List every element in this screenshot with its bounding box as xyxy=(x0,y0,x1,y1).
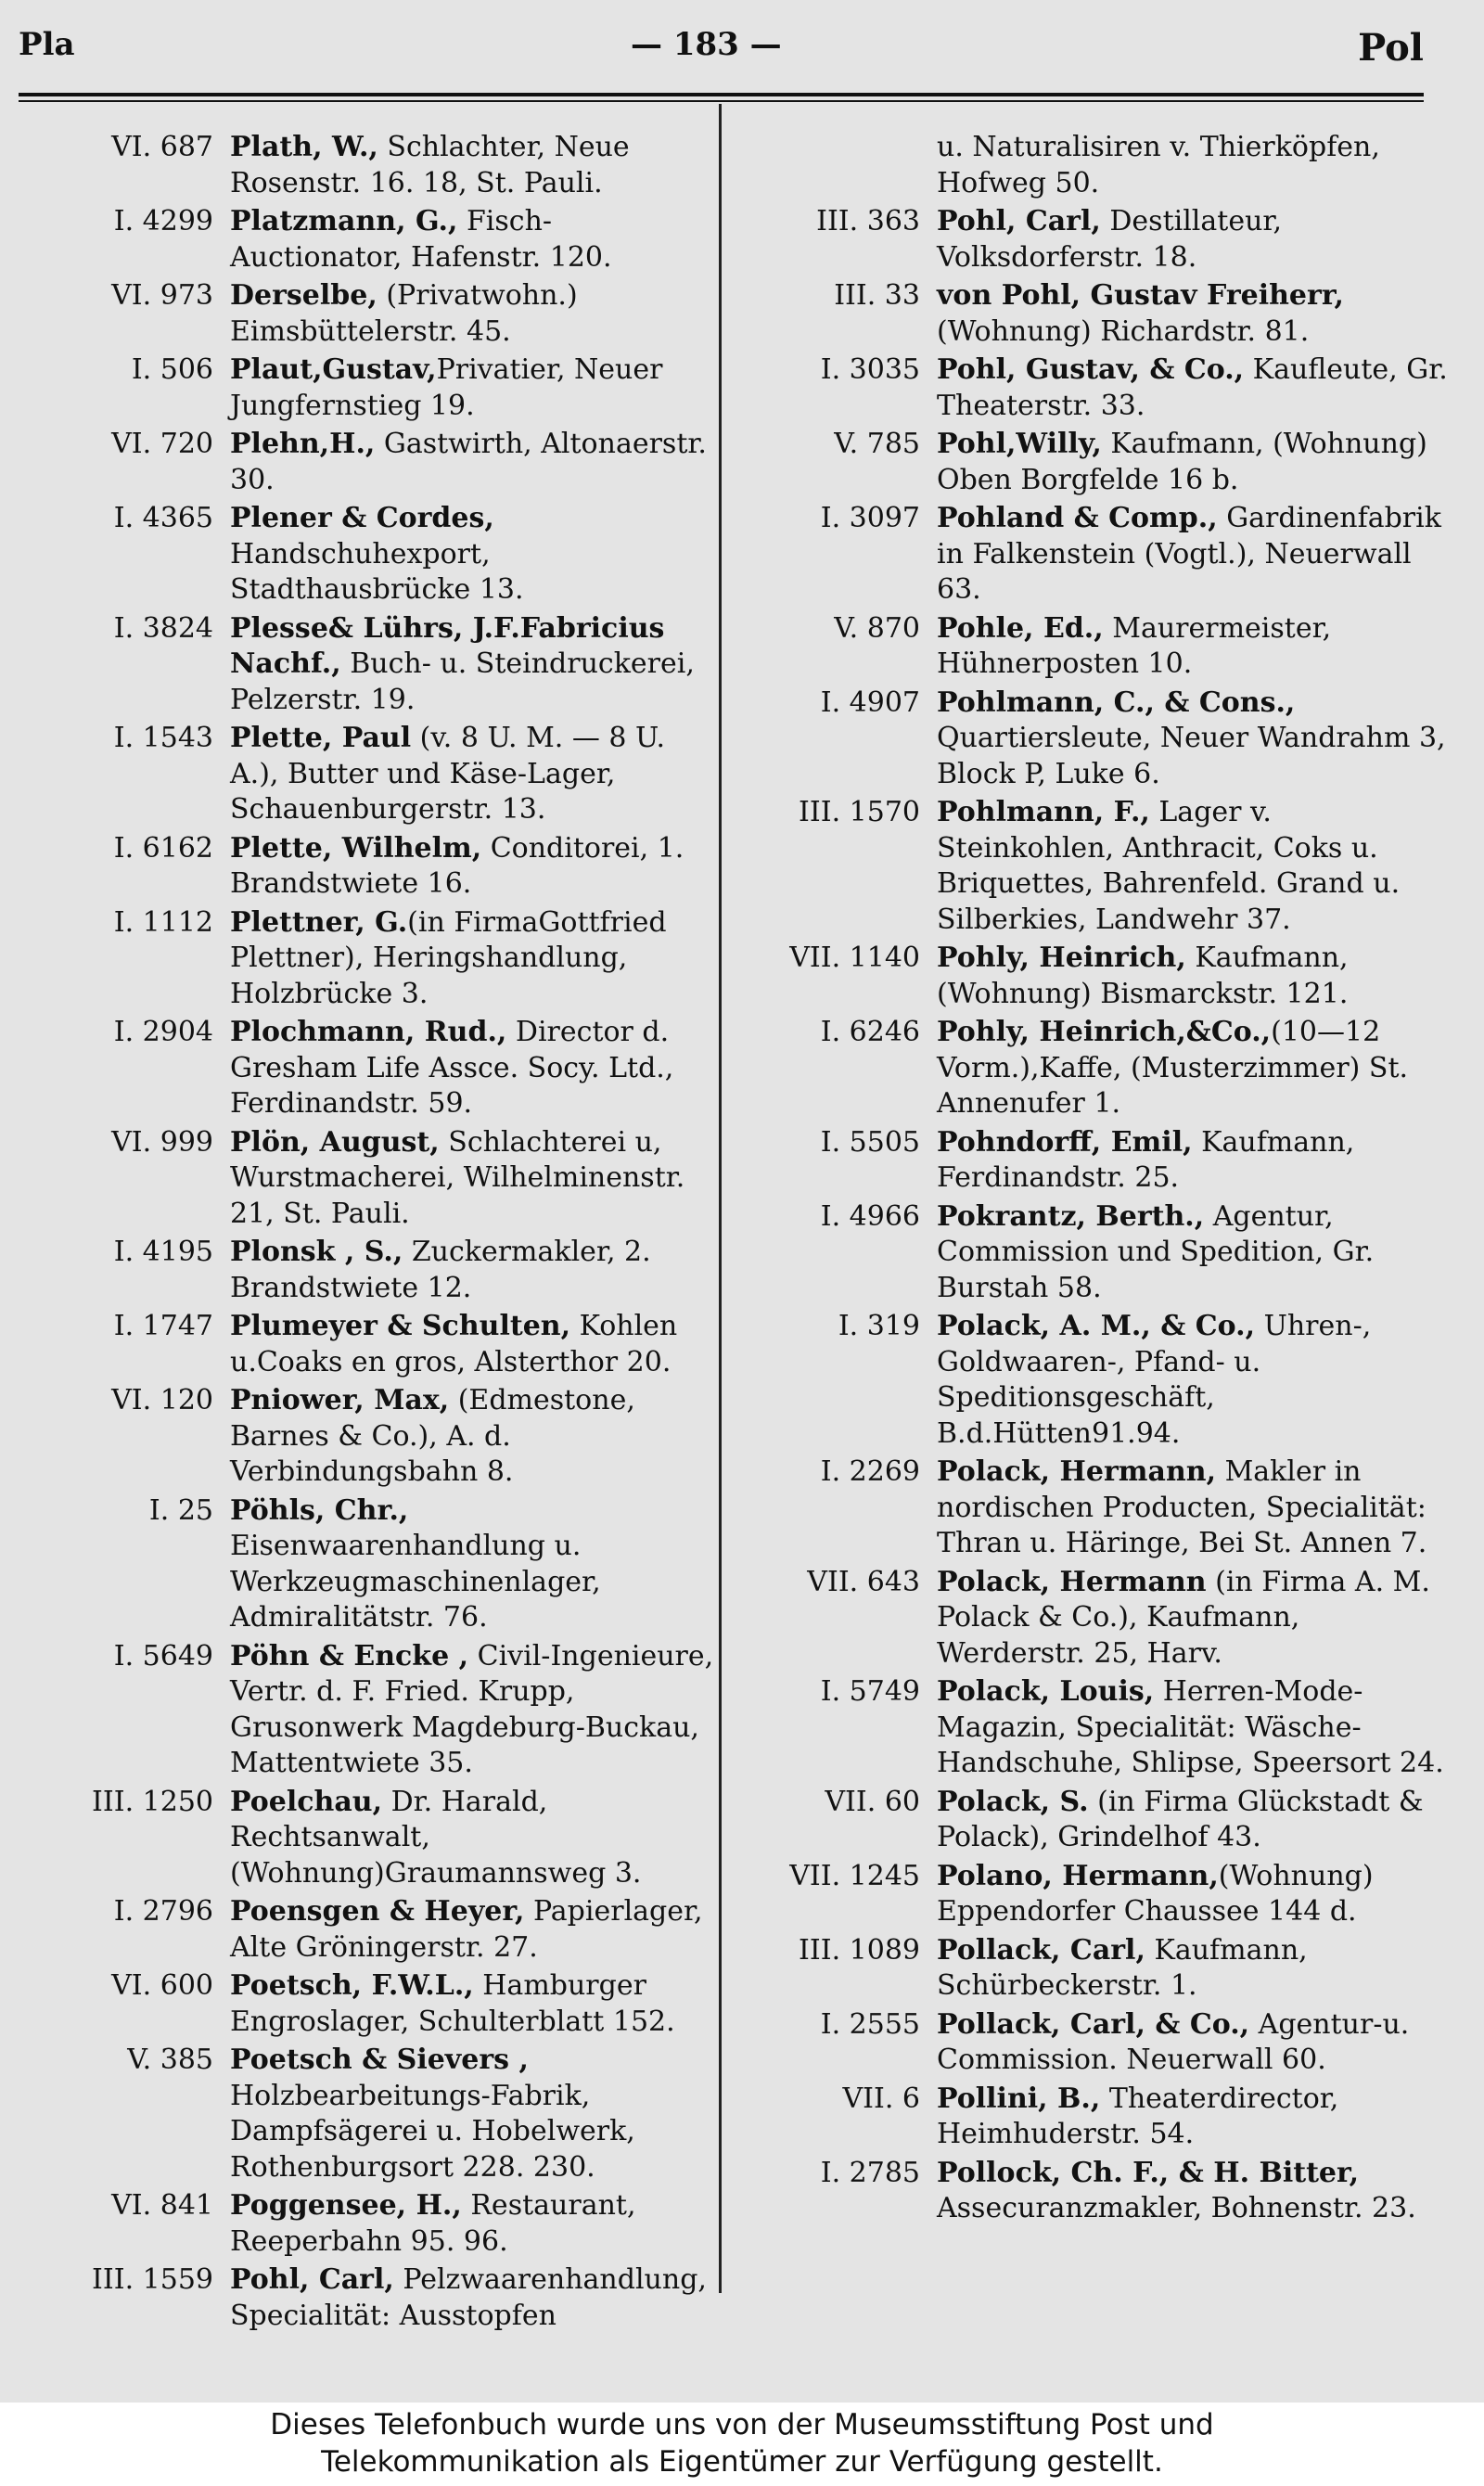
entry-text xyxy=(937,1565,1452,1672)
entry-text xyxy=(937,2082,1452,2153)
entry-text xyxy=(937,686,1452,793)
phone-number: VII. 1245 xyxy=(789,1859,920,1892)
phone-number: I. 506 xyxy=(131,353,213,386)
entry-text xyxy=(230,1125,719,1233)
subscriber-name: Pohly, Heinrich,&Co., xyxy=(937,1016,1272,1048)
page-number: — 183 — xyxy=(631,26,782,63)
entry-text xyxy=(230,2043,719,2185)
footer-notice xyxy=(0,2403,1484,2486)
entry-text xyxy=(230,1383,719,1491)
subscriber-details: Pelzwaarenhandlung, Specialität: Ausstopfen xyxy=(230,2263,707,2332)
subscriber-details: Gardinenfabrik in Falkenstein (Vogtl.), Neuerwall 63. xyxy=(937,502,1441,606)
entry-text xyxy=(937,1015,1452,1122)
subscriber-details: Maurermeister, Hühnerposten 10. xyxy=(937,611,1332,680)
directory-entry xyxy=(19,1235,719,1306)
phone-number: III. 1089 xyxy=(799,1933,920,1967)
phone-number: VI. 973 xyxy=(111,279,213,312)
directory-entry xyxy=(19,1493,719,1636)
directory-entry xyxy=(723,1015,1465,1122)
subscriber-name: Polack, Hermann xyxy=(937,1565,1207,1598)
entry-text xyxy=(937,2007,1452,2079)
subscriber-name: Pohl, Carl, xyxy=(937,205,1101,237)
directory-entry xyxy=(19,130,719,201)
entry-text xyxy=(937,427,1452,498)
directory-entry xyxy=(723,941,1465,1012)
subscriber-name: Plette, Wilhelm, xyxy=(230,831,482,865)
subscriber-name: von Pohl, Gustav Freiherr, xyxy=(937,279,1344,312)
phone-number: VII. 6 xyxy=(842,2082,920,2115)
subscriber-details: Civil-Ingenieure, Vertr. d. F. Fried. Krupp, Grusonwerk Magdeburg-Buckau, Mattentwiete 35. xyxy=(230,1639,714,1779)
subscriber-name: Pohl, Gustav, & Co., xyxy=(937,353,1245,386)
subscriber-details: (Wohnung) Eppendorfer Chaussee 144 d. xyxy=(937,1859,1374,1928)
directory-entry xyxy=(19,278,719,350)
phone-number: V. 870 xyxy=(834,611,920,645)
entry-text xyxy=(230,1493,719,1636)
footer-line-2: Telekommunikation als Eigentümer zur Verfügung gestellt. xyxy=(321,2445,1163,2479)
subscriber-details: Fisch-Auctionator, Hafenstr. 120. xyxy=(230,205,612,274)
directory-entry xyxy=(19,501,719,609)
subscriber-details: Kohlen u.Coaks en gros, Alsterthor 20. xyxy=(230,1310,678,1378)
subscriber-details: (v. 8 U. M. — 8 U. A.), Butter und Käse-Lager, Schauenburgerstr. 13. xyxy=(230,722,666,826)
entry-text xyxy=(937,1785,1452,1856)
entry-text xyxy=(230,204,719,276)
subscriber-details: Director d. Gresham Life Assce. Socy. Ltd., Ferdinandstr. 59. xyxy=(230,1016,674,1120)
subscriber-name: Plochmann, Rud., xyxy=(230,1016,507,1048)
subscriber-details: Kaufmann, (Wohnung) Oben Borgfelde 16 b. xyxy=(937,428,1427,496)
directory-entry xyxy=(19,204,719,276)
phone-number: I. 5505 xyxy=(820,1125,920,1159)
subscriber-details: (in Firma Glückstadt & Polack), Grindelhof 43. xyxy=(937,1785,1424,1853)
phone-number: VII. 1140 xyxy=(789,942,920,974)
entry-text xyxy=(937,204,1452,276)
subscriber-name: Poelchau, xyxy=(230,1785,383,1818)
subscriber-name: Pollock, Ch. F., & H. Bitter, xyxy=(937,2156,1360,2189)
subscriber-details: Eisenwaarenhandlung u. Werkzeugmaschinenlager, Admiralitätstr. 76. xyxy=(230,1530,601,1634)
phone-number: I. 3035 xyxy=(820,353,920,386)
phone-number: I. 319 xyxy=(838,1310,920,1342)
directory-entry xyxy=(723,2082,1465,2153)
phone-number: V. 385 xyxy=(127,2044,213,2076)
directory-entry xyxy=(723,427,1465,498)
subscriber-details: Assecuranzmakler, Bohnenstr. 23. xyxy=(937,2192,1416,2224)
subscriber-details: Quartiersleute, Neuer Wandrahm 3, Block P, Luke 6. xyxy=(937,722,1446,790)
phone-number: I. 4195 xyxy=(113,1236,213,1268)
phone-number: I. 4966 xyxy=(820,1199,920,1233)
directory-entry xyxy=(723,1309,1465,1452)
directory-entry xyxy=(723,2007,1465,2079)
subscriber-name: Polack, A. M., & Co., xyxy=(937,1310,1256,1342)
directory-entry xyxy=(19,1125,719,1233)
right-column xyxy=(723,130,1465,2230)
directory-entry xyxy=(19,905,719,1013)
subscriber-name: Plonsk , S., xyxy=(230,1236,403,1268)
directory-entry xyxy=(723,686,1465,793)
subscriber-details: Theaterdirector, Heimhuderstr. 54. xyxy=(937,2082,1339,2150)
subscriber-name: Pöhn & Encke , xyxy=(230,1639,469,1672)
subscriber-details: Conditorei, 1. Brandstwiete 16. xyxy=(230,831,684,900)
directory-entry xyxy=(723,204,1465,276)
entry-text xyxy=(230,1785,719,1892)
phone-number: I. 2555 xyxy=(820,2007,920,2041)
footer-line-1: Dieses Telefonbuch wurde uns von der Museumsstiftung Post und xyxy=(270,2408,1214,2441)
directory-entry xyxy=(723,1859,1465,1930)
entry-text xyxy=(230,427,719,498)
subscriber-details: Privatier, Neuer Jungfernstieg 19. xyxy=(230,353,663,422)
subscriber-name: Polano, Hermann, xyxy=(937,1859,1219,1892)
subscriber-details: (in FirmaGottfried Plettner), Heringshandlung, Holzbrücke 3. xyxy=(230,905,667,1010)
subscriber-details: (Privatwohn.) Eimsbüttelerstr. 45. xyxy=(230,279,578,348)
phone-number: VI. 999 xyxy=(111,1125,213,1159)
entry-text xyxy=(937,1933,1452,2005)
subscriber-details: Gastwirth, Altonaerstr. 30. xyxy=(230,428,707,496)
directory-entry xyxy=(19,1015,719,1122)
left-column xyxy=(19,130,719,2337)
header-rule xyxy=(19,93,1424,96)
subscriber-details: Lager v. Steinkohlen, Anthracit, Coks u. Briquettes, Bahrenfeld. Grand u. Silberkies, Landwehr 37. xyxy=(937,796,1401,936)
page-header xyxy=(19,26,1424,96)
phone-number: III. 33 xyxy=(834,279,920,312)
entry-text xyxy=(230,831,719,903)
phone-number: VI. 841 xyxy=(111,2189,213,2222)
subscriber-details: u. Naturalisiren v. Thierköpfen, Hofweg 50. xyxy=(937,131,1380,199)
directory-entry xyxy=(19,2188,719,2260)
entry-text xyxy=(937,501,1452,609)
phone-number: I. 25 xyxy=(148,1493,213,1527)
subscriber-details: Dr. Harald, Rechtsanwalt,(Wohnung)Graumannsweg 3. xyxy=(230,1785,642,1890)
entry-text xyxy=(937,941,1452,1012)
subscriber-name: Pollack, Carl, xyxy=(937,1933,1145,1967)
subscriber-details: Kaufmann, (Wohnung) Bismarckstr. 121. xyxy=(937,942,1349,1010)
entry-text xyxy=(230,1309,719,1380)
directory-entry xyxy=(19,2262,719,2334)
subscriber-name: Plön, August, xyxy=(230,1125,440,1159)
directory-entry xyxy=(723,611,1465,683)
entry-text xyxy=(937,611,1452,683)
header-rule-thin xyxy=(19,100,1424,102)
entry-text xyxy=(937,1199,1452,1307)
subscriber-name: Poensgen & Heyer, xyxy=(230,1895,525,1928)
directory-entry xyxy=(19,352,719,424)
subscriber-details: Makler in nordischen Producten, Specialität: Thran u. Häringe, Bei St. Annen 7. xyxy=(937,1455,1427,1559)
directory-entry xyxy=(19,1639,719,1782)
subscriber-name: Pniower, Max, xyxy=(230,1384,450,1416)
entry-text xyxy=(230,1235,719,1306)
entry-text xyxy=(230,611,719,719)
subscriber-name: Pöhls, Chr., xyxy=(230,1493,409,1527)
subscriber-details: Destillateur, Volksdorferstr. 18. xyxy=(937,205,1283,274)
entry-text xyxy=(230,1968,719,2040)
phone-number: VII. 60 xyxy=(825,1785,920,1818)
subscriber-name: Platzmann, G., xyxy=(230,205,458,237)
phone-number: I. 5649 xyxy=(113,1639,213,1672)
entry-text xyxy=(937,352,1452,424)
entry-text xyxy=(937,1125,1452,1197)
subscriber-name: Polack, Louis, xyxy=(937,1675,1155,1708)
entry-text xyxy=(230,501,719,609)
phone-number: I. 3824 xyxy=(113,611,213,645)
subscriber-details: (in Firma A. M. Polack & Co.), Kaufmann, Werderstr. 25, Harv. xyxy=(937,1565,1430,1670)
subscriber-name: Poetsch, F.W.L., xyxy=(230,1969,474,2002)
phone-number: I. 1543 xyxy=(113,722,213,754)
subscriber-details: (Wohnung) Richardstr. 81. xyxy=(937,314,1310,348)
directory-entry xyxy=(723,1933,1465,2005)
directory-entry xyxy=(19,1785,719,1892)
subscriber-name: Derselbe, xyxy=(230,279,377,312)
phone-number: I. 4907 xyxy=(820,686,920,719)
directory-entry xyxy=(19,611,719,719)
subscriber-name: Pollini, B., xyxy=(937,2082,1101,2115)
directory-entry xyxy=(19,1968,719,2040)
subscriber-name: Plehn,H., xyxy=(230,428,376,460)
directory-entry xyxy=(723,1454,1465,1562)
subscriber-name: Pohl, Carl, xyxy=(230,2263,394,2296)
subscriber-name: Polack, Hermann, xyxy=(937,1455,1217,1488)
subscriber-name: Pohle, Ed., xyxy=(937,611,1104,645)
entry-text xyxy=(230,2262,719,2334)
phone-number: III. 1570 xyxy=(799,796,920,828)
subscriber-details: Buch- u. Steindruckerei, Pelzerstr. 19. xyxy=(230,647,695,716)
directory-entry xyxy=(19,1894,719,1966)
phone-number: I. 2904 xyxy=(113,1016,213,1048)
subscriber-details: Kaufleute, Gr. Theaterstr. 33. xyxy=(937,353,1448,422)
header-left-keyword: Pla xyxy=(19,26,75,63)
subscriber-details: (Edmestone, Barnes & Co.), A. d. Verbindungsbahn 8. xyxy=(230,1384,635,1488)
phone-number: I. 2785 xyxy=(820,2156,920,2189)
subscriber-details: Papierlager, Alte Gröningerstr. 27. xyxy=(230,1895,703,1964)
entry-text xyxy=(937,1674,1452,1782)
subscriber-details: Schlachter, Neue Rosenstr. 16. 18, St. Pauli. xyxy=(230,131,630,199)
phone-number: I. 5749 xyxy=(820,1675,920,1708)
directory-entry xyxy=(723,1199,1465,1307)
subscriber-name: Pohly, Heinrich, xyxy=(937,942,1186,974)
phone-number: III. 363 xyxy=(816,205,920,237)
directory-entry xyxy=(723,352,1465,424)
entry-text xyxy=(230,130,719,201)
subscriber-name: Plaut,Gustav, xyxy=(230,353,437,386)
entry-text xyxy=(937,1309,1452,1452)
directory-entry xyxy=(19,721,719,828)
column-divider xyxy=(719,104,722,2293)
subscriber-name: Pokrantz, Berth., xyxy=(937,1199,1205,1233)
subscriber-name: Poetsch & Sievers , xyxy=(230,2044,529,2076)
subscriber-name: Pohl,Willy, xyxy=(937,428,1102,460)
entry-text xyxy=(230,2188,719,2260)
subscriber-details: Zuckermakler, 2. Brandstwiete 12. xyxy=(230,1236,651,1304)
subscriber-name: Pohlmann, F., xyxy=(937,796,1150,828)
subscriber-name: Plettner, G. xyxy=(230,905,408,939)
directory-entry xyxy=(723,795,1465,938)
phone-number: VI. 600 xyxy=(111,1969,213,2002)
directory-entry xyxy=(723,1674,1465,1782)
directory-entry xyxy=(19,2043,719,2185)
directory-entry xyxy=(19,1309,719,1380)
phone-number: I. 4365 xyxy=(113,502,213,534)
entry-text xyxy=(937,2156,1452,2227)
directory-entry xyxy=(723,278,1465,350)
phone-number: I. 1747 xyxy=(113,1310,213,1342)
header-right-keyword: Pol xyxy=(1358,26,1424,70)
subscriber-details: (10—12 Vorm.),Kaffe, (Musterzimmer) St. Annenufer 1. xyxy=(937,1016,1409,1120)
subscriber-details: Agentur-u. Commission. Neuerwall 60. xyxy=(937,2007,1410,2076)
subscriber-details: Handschuhexport, Stadthausbrücke 13. xyxy=(230,537,524,606)
directory-entry xyxy=(19,427,719,498)
subscriber-name: Poggensee, H., xyxy=(230,2189,462,2222)
entry-text xyxy=(937,1859,1452,1930)
subscriber-details: Restaurant, Reeperbahn 95. 96. xyxy=(230,2189,636,2258)
subscriber-details: Kaufmann, Ferdinandstr. 25. xyxy=(937,1125,1355,1194)
subscriber-details: Kaufmann, Schürbeckerstr. 1. xyxy=(937,1933,1308,2002)
entry-text xyxy=(937,795,1452,938)
subscriber-name: Pohndorff, Emil, xyxy=(937,1125,1193,1159)
phone-number: VI. 120 xyxy=(111,1384,213,1416)
phone-number: III. 1250 xyxy=(92,1785,213,1818)
subscriber-name: Plette, Paul xyxy=(230,722,412,754)
directory-entry xyxy=(723,130,1465,201)
phone-number: I. 3097 xyxy=(820,502,920,534)
phone-number: I. 4299 xyxy=(113,205,213,237)
subscriber-name: Plumeyer & Schulten, xyxy=(230,1310,571,1342)
entry-text xyxy=(230,1894,719,1966)
phone-number: I. 1112 xyxy=(113,905,213,939)
subscriber-name: Pohland & Comp., xyxy=(937,502,1218,534)
entry-text xyxy=(937,130,1452,201)
subscriber-details: Uhren-, Goldwaaren-, Pfand- u. Speditionsgeschäft, B.d.Hütten91.94. xyxy=(937,1310,1372,1450)
subscriber-details: Hamburger Engroslager, Schulterblatt 152. xyxy=(230,1969,675,2038)
phone-number: I. 6246 xyxy=(820,1016,920,1048)
directory-entry xyxy=(723,1785,1465,1856)
phone-number: I. 2796 xyxy=(113,1895,213,1928)
directory-entry xyxy=(723,2156,1465,2227)
subscriber-name: Plener & Cordes, xyxy=(230,502,494,534)
subscriber-name: Pollack, Carl, & Co., xyxy=(937,2007,1250,2041)
phone-number: VII. 643 xyxy=(807,1565,920,1598)
phone-number: VI. 687 xyxy=(111,131,213,163)
phone-number: I. 6162 xyxy=(113,831,213,865)
subscriber-details: Herren-Mode-Magazin, Specialität: Wäsche-Handschuhe, Shlipse, Speersort 24. xyxy=(937,1675,1444,1779)
subscriber-name: Polack, S. xyxy=(937,1785,1089,1818)
entry-text xyxy=(230,278,719,350)
subscriber-details: Holzbearbeitungs-Fabrik, Dampfsägerei u. Hobelwerk, Rothenburgsort 228. 230. xyxy=(230,2079,635,2184)
subscriber-name: Plesse& Lührs, J.F.Fabricius Nachf., xyxy=(230,611,665,680)
phone-number: V. 785 xyxy=(834,428,920,460)
phone-number: III. 1559 xyxy=(92,2263,213,2296)
subscriber-details: Schlachterei u, Wurstmacherei, Wilhelminenstr. 21, St. Pauli. xyxy=(230,1125,685,1230)
phone-number: VI. 720 xyxy=(111,428,213,460)
entry-text xyxy=(937,278,1452,350)
directory-entry xyxy=(723,1565,1465,1672)
entry-text xyxy=(230,1015,719,1122)
entry-text xyxy=(230,352,719,424)
subscriber-details: Agentur, Commission und Spedition, Gr. Burstah 58. xyxy=(937,1199,1375,1304)
phone-number: I. 2269 xyxy=(820,1455,920,1488)
entry-text xyxy=(230,905,719,1013)
entry-text xyxy=(230,721,719,828)
entry-text xyxy=(937,1454,1452,1562)
subscriber-name: Plath, W., xyxy=(230,131,378,163)
subscriber-name: Pohlmann, C., & Cons., xyxy=(937,686,1296,719)
directory-entry xyxy=(723,1125,1465,1197)
entry-text xyxy=(230,1639,719,1782)
directory-entry xyxy=(19,831,719,903)
directory-entry xyxy=(723,501,1465,609)
directory-entry xyxy=(19,1383,719,1491)
